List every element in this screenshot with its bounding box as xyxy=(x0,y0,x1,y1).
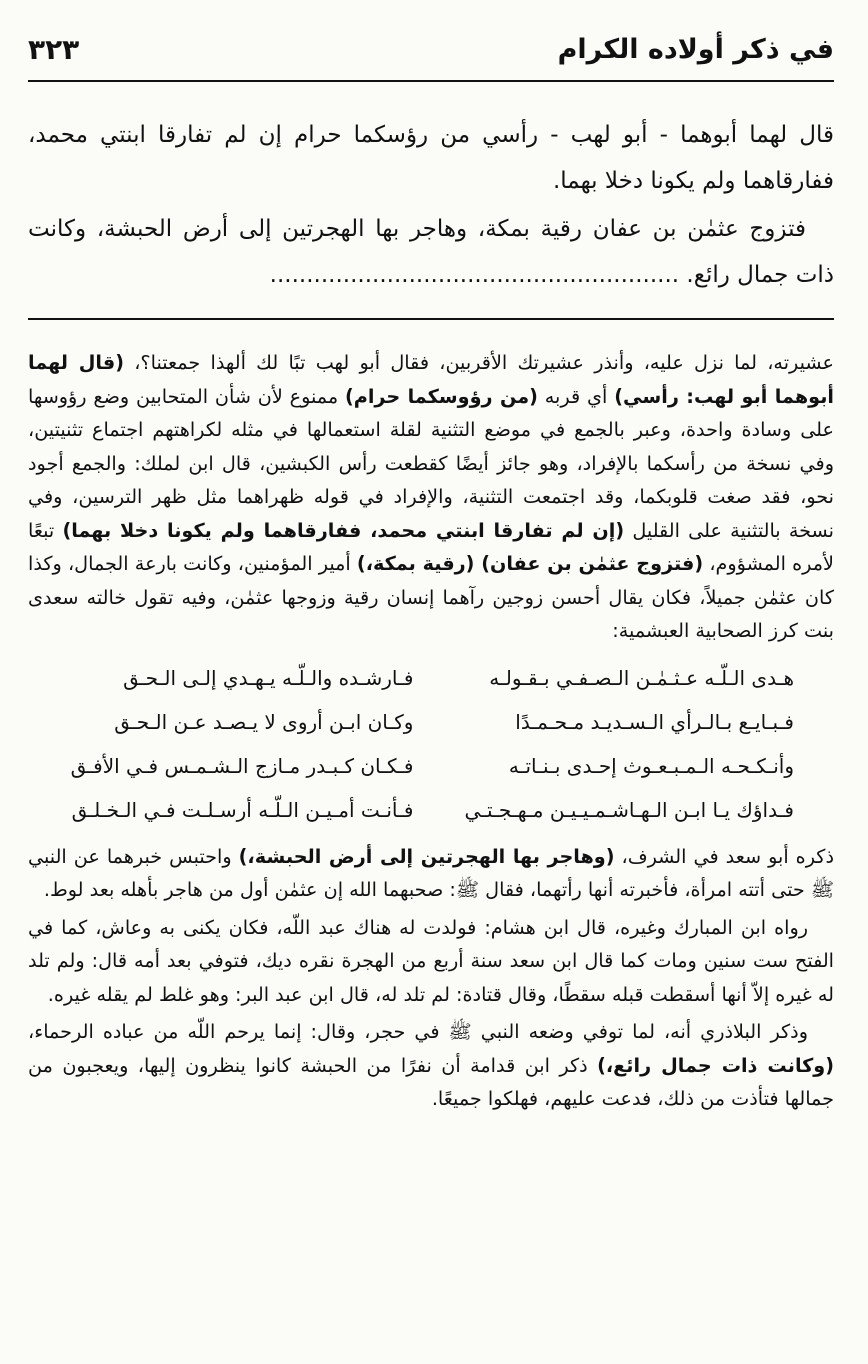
poem-verse-4 xyxy=(71,788,794,832)
verse-1-second-hemistich: فـارشـده والـلّـه يـهـدي إلـى الـحـق xyxy=(123,665,414,690)
verse-3-second-hemistich: فـكـان كـبـدر مـازج الـشـمـس فـي الأفـق xyxy=(70,753,414,778)
poem-verse-3 xyxy=(70,744,794,788)
commentary-p1-quote-4: (فتزوج عثمٰن بن عفان) (رقية بمكة،) xyxy=(356,552,704,575)
main-text-paragraph-2 xyxy=(28,206,834,298)
commentary-p1-text-5: أمير المؤمنين، وكانت بارعة الجمال، وكذا كان عثمٰن جميلاً، فكان يقال أحسن زوجين رآهما إنسان رقية وزوجها عثمٰن، وفيه تقول خالته سعدى بنت كرز الصحابية العبشمية: xyxy=(28,552,834,642)
poem-verse-2 xyxy=(76,700,794,744)
commentary-paragraph-3: رواه ابن المبارك وغيره، قال ابن هشام: فولدت له هناك عبد اللّه، فكان يكنى به وعاش، كما في الفتح ست سنين ومات كما قال ابن سعد سنة أربع من الهجرة نقره ديك، فتوفي بعد أمه قال: ولم تلد له غيره إلاّ أنها أسقطت قبله سقطًا، وقال قتادة: لم تلد له، قال ابن عبد البر: وهو غلط لم يقله غيره. xyxy=(28,915,834,1006)
main-text-paragraph-2-text: فتزوج عثمٰن بن عفان رقية بمكة، وهاجر بها الهجرتين إلى أرض الحبشة، وكانت ذات جمال رائع. xyxy=(28,216,834,288)
verse-3-first-hemistich: وأنـكـحـه الـمـبـعـوث إحـدى بـنـاتـه xyxy=(508,753,794,778)
commentary-paragraph-2 xyxy=(28,840,834,907)
commentary-paragraph-4 xyxy=(28,1015,834,1116)
verse-4-second-hemistich: فـأنـت أمـيـن الـلّـه أرسـلـت فـي الـخـلـق xyxy=(71,797,414,822)
commentary-p1-text-1: عشيرته، لما نزل عليه، وأنذر عشيرتك الأقربين، فقال أبو لهب تبًا لك ألهذا جمعتنا؟، xyxy=(123,351,834,374)
commentary-p1-text-4: تبعًا لأمره المشؤوم، xyxy=(28,518,834,575)
commentary-p2-text-2: واحتبس خبرهما عن النبي ﷺ حتى أتته امرأة، فأخبرته أنها رأتهما، فقال ﷺ: صحبهما الله إن عثمٰن أول من هاجر بأهله بعد لوط. xyxy=(28,844,834,901)
commentary-p2-text-1: ذكره أبو سعد في الشرف، xyxy=(614,844,834,868)
commentary-p1-quote-2: (من رؤوسكما حرام) xyxy=(344,384,538,408)
commentary-p2-quote-1: (وهاجر بها الهجرتين إلى أرض الحبشة،) xyxy=(238,844,615,868)
commentary xyxy=(28,346,834,1120)
main-text xyxy=(28,112,834,300)
commentary-p1-quote-3: (إن لم تفارقا ابنتي محمد، ففارقاهما ولم يكونا دخلا بهما) xyxy=(62,518,625,542)
main-text-paragraph-1: قال لهما أبوهما - أبو لهب - رأسي من رؤسكما حرام إن لم تفارقا ابنتي محمد، ففارقاهما ولم يكونا دخلا بهما. xyxy=(28,122,834,194)
verse-1-first-hemistich: هـدى الـلّـه عـثـمٰـن الـصـفـي بـقـولـه xyxy=(489,665,794,690)
running-title: في ذكر أولاده الكرام xyxy=(557,33,834,65)
commentary-paragraph-1 xyxy=(28,346,834,648)
page-number: ٣٢٣ xyxy=(28,32,80,66)
section-divider xyxy=(28,318,834,320)
verse-4-first-hemistich: فـداؤك يـا ابـن الـهـاشـمـيـيـن مـهـجـتـي xyxy=(464,797,794,822)
commentary-p1-text-2: أي قربه xyxy=(537,384,615,408)
commentary-p1-quote-1: (قال لهما أبوهما أبو لهب: رأسي) xyxy=(28,351,834,408)
commentary-p4-quote-1: (وكانت ذات جمال رائع،) xyxy=(597,1053,834,1077)
page-header xyxy=(28,18,834,82)
dotted-leader: ........................................................ xyxy=(269,262,680,288)
commentary-p4-text-2: ذكر ابن قدامة أن نفرًا من الحبشة كانوا ينظرون إليها، ويعجبون من جمالها فتأذت من ذلك، فدعت عليهم، فهلكوا جميعًا. xyxy=(28,1053,834,1110)
commentary-p1-text-3: ممنوع لأن شأن المتحابين وضع رؤوسها على وسادة واحدة، وعبر بالجمع في موضع التثنية لقلة استعمالها في مثله لكراهتهم اجتماع تثنيتين، وفي نسخة من رأسكما بالإفراد، وهو جائز أيضًا كقطعت رأس الكبشين، قال ابن لملك: والجمع أجود نحو، فقد صغت قلوبكما، وقد اجتمعت التثنية، والإفراد في قوله ظهراهما مثل ظهر الترسين، وفي نسخة بالتثنية على القليل xyxy=(28,384,834,542)
verse-2-first-hemistich: فـبـايـع بـالـرأي الـسـديـد مـحـمـدًا xyxy=(515,709,794,734)
verse-2-second-hemistich: وكـان ابـن أروى لا يـصـد عـن الـحـق xyxy=(114,709,414,734)
poem xyxy=(70,656,794,832)
commentary-p4-text-1: وذكر البلاذري أنه، لما توفي وضعه النبي ﷺ في حجر، وقال: إنما يرحم اللّه من عباده الرحماء، xyxy=(28,1020,808,1043)
poem-verse-1 xyxy=(76,656,794,700)
